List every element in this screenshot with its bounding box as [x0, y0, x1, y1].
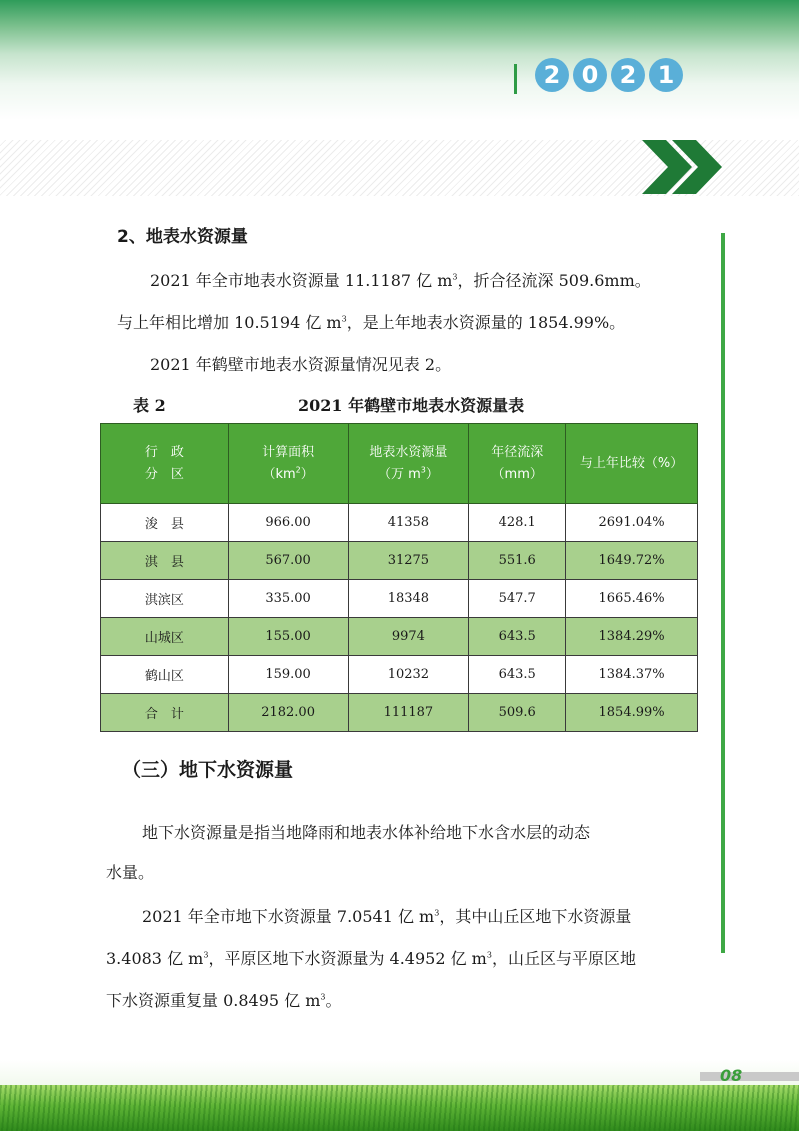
header-line: 计算面积 — [262, 444, 315, 460]
table-cell: 41358 — [348, 504, 469, 542]
year-digit-1: 2 — [535, 58, 569, 92]
grass-footer-image — [0, 1085, 799, 1131]
table-cell: 643.5 — [469, 618, 566, 656]
table-total-row — [101, 694, 698, 732]
side-accent-line — [721, 233, 725, 953]
table-cell: 10232 — [348, 656, 469, 694]
table-row — [101, 580, 698, 618]
header-line: （km — [262, 466, 296, 482]
double-chevron-icon — [640, 138, 726, 196]
header-line: ） — [425, 466, 439, 482]
header-line: 行 政 — [144, 444, 184, 460]
page-number: 08 — [720, 1066, 743, 1085]
header-line: 地表水资源量 — [369, 444, 448, 460]
paragraph-line: 地下水资源量是指当地降雨和地表水体补给地下水含水层的动态 — [142, 823, 591, 842]
header-district — [101, 424, 229, 504]
table-cell: 159.00 — [228, 656, 348, 694]
table-cell: 1384.37% — [566, 656, 698, 694]
table-cell: 合 计 — [101, 694, 229, 732]
paragraph-line: 2021 年鹤壁市地表水资源量情况见表 2。 — [150, 355, 452, 374]
table-header-row — [101, 424, 698, 504]
table-cell: 335.00 — [228, 580, 348, 618]
table-cell: 1665.46% — [566, 580, 698, 618]
text-span: 。 — [325, 991, 342, 1010]
text-span: 2021 年全市地下水资源量 7.0541 亿 m — [142, 907, 435, 926]
paragraph-line — [150, 268, 651, 291]
table-cell: 18348 — [348, 580, 469, 618]
header-line: ） — [300, 466, 314, 482]
header-runoff — [469, 424, 566, 504]
text-span: 2021 年全市地表水资源量 11.1187 亿 m — [150, 271, 453, 290]
table-row — [101, 504, 698, 542]
text-span: ，其中山丘区地下水资源量 — [439, 907, 632, 926]
table-cell: 551.6 — [469, 542, 566, 580]
superscript: 2 — [295, 465, 301, 475]
table-cell: 111187 — [348, 694, 469, 732]
table-row — [101, 618, 698, 656]
header-line: （万 m — [377, 466, 421, 482]
table-cell: 淇滨区 — [101, 580, 229, 618]
table-cell: 428.1 — [469, 504, 566, 542]
table-cell: 淇 县 — [101, 542, 229, 580]
superscript: 3 — [203, 950, 209, 960]
superscript: 3 — [420, 465, 426, 475]
text-span: 与上年相比增加 10.5194 亿 m — [117, 313, 342, 332]
header-line: 与上年比较（%） — [579, 455, 684, 471]
year-digit-4: 1 — [649, 58, 683, 92]
table-title: 2021 年鹤壁市地表水资源量表 — [298, 396, 525, 415]
table-cell: 浚 县 — [101, 504, 229, 542]
table-cell: 1649.72% — [566, 542, 698, 580]
table-cell: 鹤山区 — [101, 656, 229, 694]
text-span: ，平原区地下水资源量为 4.4952 亿 m — [208, 949, 487, 968]
table-cell: 2182.00 — [228, 694, 348, 732]
table-cell: 155.00 — [228, 618, 348, 656]
table-cell: 1854.99% — [566, 694, 698, 732]
paragraph-line — [106, 946, 636, 969]
header-area — [228, 424, 348, 504]
header-comparison — [566, 424, 698, 504]
surface-water-table — [100, 423, 698, 732]
superscript: 3 — [486, 950, 492, 960]
header-line: 年径流深 — [491, 444, 544, 460]
page-number-strip — [700, 1072, 799, 1081]
text-span: 3.4083 亿 m — [106, 949, 204, 968]
superscript: 3 — [434, 908, 440, 918]
header-resource — [348, 424, 469, 504]
table-cell: 9974 — [348, 618, 469, 656]
table-cell: 643.5 — [469, 656, 566, 694]
table-cell: 31275 — [348, 542, 469, 580]
superscript: 3 — [341, 314, 347, 324]
paragraph-line — [142, 904, 631, 927]
text-span: ，折合径流深 509.6mm。 — [457, 271, 651, 290]
year-digit-3: 2 — [611, 58, 645, 92]
header-line: （mm） — [491, 466, 543, 482]
table-cell: 509.6 — [469, 694, 566, 732]
superscript: 3 — [452, 272, 458, 282]
paragraph-line — [106, 988, 342, 1011]
table-cell: 567.00 — [228, 542, 348, 580]
paragraph-line: 水量。 — [106, 863, 155, 882]
table-cell: 2691.04% — [566, 504, 698, 542]
header-accent-bar — [514, 64, 517, 94]
table-cell: 966.00 — [228, 504, 348, 542]
subsection-title: （三）地下水资源量 — [122, 759, 294, 781]
header-line: 分 区 — [144, 466, 184, 482]
text-span: ，是上年地表水资源量的 1854.99%。 — [346, 313, 626, 332]
table-cell: 547.7 — [469, 580, 566, 618]
text-span: ，山丘区与平原区地 — [491, 949, 636, 968]
table-cell: 1384.29% — [566, 618, 698, 656]
text-span: 下水资源重复量 0.8495 亿 m — [106, 991, 321, 1010]
year-digit-2: 0 — [573, 58, 607, 92]
table-row — [101, 542, 698, 580]
superscript: 3 — [320, 992, 326, 1002]
section-title: 2、地表水资源量 — [117, 227, 248, 247]
year-badges — [535, 58, 683, 92]
paragraph-line — [117, 310, 625, 333]
table-label: 表 2 — [133, 396, 166, 415]
table-cell: 山城区 — [101, 618, 229, 656]
table-row — [101, 656, 698, 694]
